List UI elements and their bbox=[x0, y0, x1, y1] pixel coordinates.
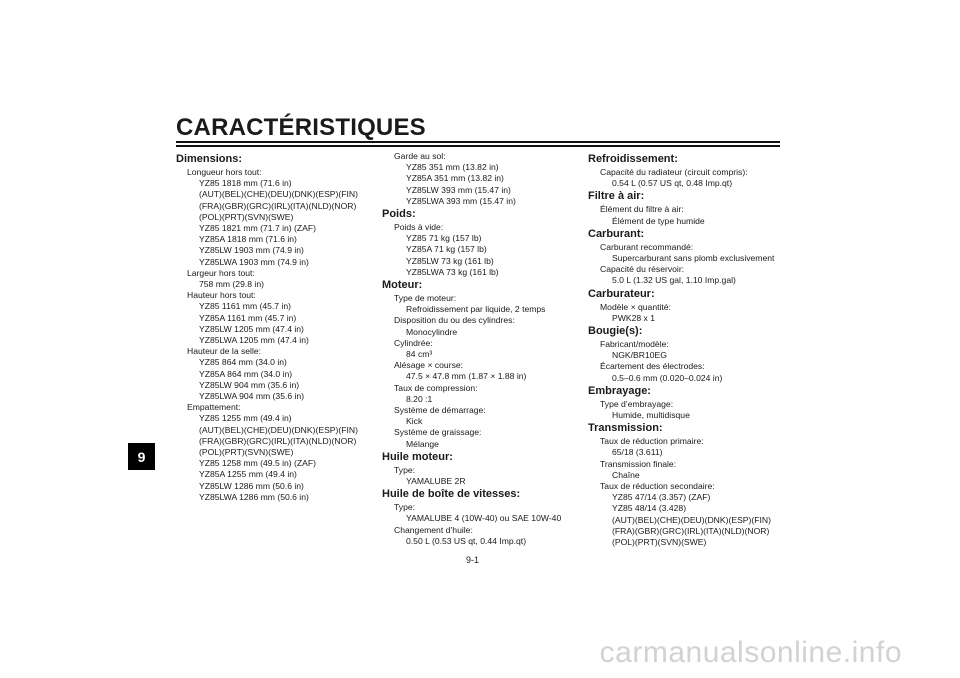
spec-label: Cylindrée: bbox=[394, 337, 433, 348]
spec-column-2 bbox=[382, 152, 578, 547]
section-heading: Poids: bbox=[382, 208, 416, 221]
spec-value: YZ85 71 kg (157 lb) bbox=[406, 233, 482, 244]
spec-item bbox=[588, 242, 788, 264]
section-heading: Carburant: bbox=[588, 227, 645, 240]
spec-value: Monocylindre bbox=[406, 326, 458, 337]
spec-value: Humide, multidisque bbox=[612, 410, 690, 421]
spec-label: Taux de réduction primaire: bbox=[600, 436, 704, 447]
spec-section bbox=[382, 487, 578, 547]
spec-value: (AUT)(BEL)(CHE)(DEU)(DNK)(ESP)(FIN) bbox=[199, 189, 358, 200]
spec-label: Poids à vide: bbox=[394, 222, 444, 233]
spec-item bbox=[382, 338, 578, 360]
spec-item bbox=[176, 167, 372, 268]
spec-value: 84 cm³ bbox=[406, 349, 433, 360]
spec-item bbox=[382, 151, 578, 207]
spec-section bbox=[588, 227, 788, 287]
spec-item bbox=[382, 465, 578, 487]
spec-item bbox=[382, 222, 578, 278]
spec-value: NGK/BR10EG bbox=[612, 350, 667, 361]
spec-value: (AUT)(BEL)(CHE)(DEU)(DNK)(ESP)(FIN) bbox=[612, 514, 771, 525]
spec-item bbox=[588, 302, 788, 324]
spec-item bbox=[382, 525, 578, 547]
section-heading: Embrayage: bbox=[588, 384, 651, 397]
spec-value: YZ85LW 73 kg (161 lb) bbox=[406, 255, 494, 266]
spec-section bbox=[588, 152, 788, 189]
spec-value: YZ85 1818 mm (71.6 in) bbox=[199, 178, 292, 189]
spec-label: Taux de réduction secondaire: bbox=[600, 481, 715, 492]
spec-item bbox=[176, 268, 372, 290]
spec-value: YZ85LW 1205 mm (47.4 in) bbox=[199, 323, 304, 334]
spec-value: YAMALUBE 4 (10W-40) ou SAE 10W-40 bbox=[406, 513, 562, 524]
spec-value: YZ85A 864 mm (34.0 in) bbox=[199, 368, 293, 379]
spec-value: (FRA)(GBR)(GRC)(IRL)(ITA)(NLD)(NOR) bbox=[199, 200, 357, 211]
spec-value: 0.5–0.6 mm (0.020–0.024 in) bbox=[612, 372, 723, 383]
spec-label: Type de moteur: bbox=[394, 293, 457, 304]
spec-column-1 bbox=[176, 152, 372, 503]
spec-value: 47.5 × 47.8 mm (1.87 × 1.88 in) bbox=[406, 371, 527, 382]
spec-value: YZ85LWA 904 mm (35.6 in) bbox=[199, 391, 305, 402]
spec-value: YZ85A 1161 mm (45.7 in) bbox=[199, 312, 297, 323]
spec-item bbox=[588, 481, 788, 548]
spec-label: Élément du filtre à air: bbox=[600, 204, 684, 215]
section-heading: Bougie(s): bbox=[588, 325, 643, 338]
page-number: 9-1 bbox=[466, 555, 480, 565]
spec-value: YZ85LWA 1286 mm (50.6 in) bbox=[199, 491, 309, 502]
spec-value: 0.54 L (0.57 US qt, 0.48 Imp.qt) bbox=[612, 178, 733, 189]
spec-label: Type: bbox=[394, 464, 416, 475]
section-heading: Dimensions: bbox=[176, 153, 243, 165]
spec-value: Kick bbox=[406, 416, 423, 427]
spec-value: 758 mm (29.8 in) bbox=[199, 279, 264, 290]
spec-item bbox=[382, 360, 578, 382]
spec-label: Capacité du radiateur (circuit compris): bbox=[600, 167, 748, 177]
spec-value: YZ85 1258 mm (49.5 in) (ZAF) bbox=[199, 458, 317, 469]
spec-label: Carburant recommandé: bbox=[600, 241, 694, 252]
spec-section bbox=[382, 450, 578, 487]
spec-value: YZ85LWA 73 kg (161 lb) bbox=[406, 266, 499, 277]
spec-label: Taux de compression: bbox=[394, 382, 478, 393]
spec-value: 0.50 L (0.53 US qt, 0.44 Imp.qt) bbox=[406, 535, 527, 546]
spec-label: Hauteur hors tout: bbox=[187, 290, 256, 301]
spec-section bbox=[588, 421, 788, 548]
spec-value: YZ85A 1255 mm (49.4 in) bbox=[199, 469, 297, 480]
spec-value: Supercarburant sans plomb exclusivement bbox=[612, 253, 775, 264]
spec-item bbox=[382, 502, 578, 524]
chapter-tab: 9 bbox=[128, 443, 155, 470]
spec-value: YZ85LW 1286 mm (50.6 in) bbox=[199, 480, 304, 491]
spec-value: (POL)(PRT)(SVN)(SWE) bbox=[199, 211, 294, 222]
spec-section bbox=[382, 151, 578, 207]
spec-item bbox=[382, 405, 578, 427]
spec-label: Disposition du ou des cylindres: bbox=[394, 315, 515, 326]
spec-value: YAMALUBE 2R bbox=[406, 476, 466, 487]
spec-section bbox=[176, 152, 372, 503]
spec-item bbox=[588, 264, 788, 286]
spec-item bbox=[588, 204, 788, 226]
spec-value: YZ85A 351 mm (13.82 in) bbox=[406, 173, 504, 184]
spec-label: Hauteur de la selle: bbox=[187, 346, 262, 357]
spec-value: YZ85 1255 mm (49.4 in) bbox=[199, 413, 292, 424]
spec-label: Changement d’huile: bbox=[394, 524, 473, 535]
spec-label: Capacité du réservoir: bbox=[600, 264, 685, 275]
spec-value: YZ85 1821 mm (71.7 in) (ZAF) bbox=[199, 223, 317, 234]
spec-label: Système de graissage: bbox=[394, 427, 482, 438]
spec-label: Largeur hors tout: bbox=[187, 267, 255, 278]
spec-value: YZ85LWA 1205 mm (47.4 in) bbox=[199, 335, 309, 346]
spec-item bbox=[382, 383, 578, 405]
spec-label: Modèle × quantité: bbox=[600, 301, 671, 312]
spec-section bbox=[588, 384, 788, 421]
spec-value: Refroidissement par liquide, 2 temps bbox=[406, 304, 546, 315]
spec-section bbox=[588, 189, 788, 226]
spec-value: YZ85LWA 393 mm (15.47 in) bbox=[406, 195, 516, 206]
spec-value: YZ85 351 mm (13.82 in) bbox=[406, 162, 499, 173]
spec-value: Chaîne bbox=[612, 469, 640, 480]
spec-value: 65/18 (3.611) bbox=[612, 447, 663, 458]
spec-section bbox=[588, 324, 788, 384]
spec-value: YZ85 47/14 (3.357) (ZAF) bbox=[612, 492, 711, 503]
section-heading: Huile moteur: bbox=[382, 450, 453, 463]
spec-label: Système de démarrage: bbox=[394, 405, 486, 416]
spec-value: YZ85 1161 mm (45.7 in) bbox=[199, 301, 292, 312]
watermark: carmanualsonline.info bbox=[599, 636, 902, 669]
spec-value: YZ85LWA 1903 mm (74.9 in) bbox=[199, 256, 309, 267]
spec-column-3 bbox=[588, 152, 788, 548]
spec-value: 5.0 L (1.32 US gal, 1.10 Imp.gal) bbox=[612, 275, 736, 286]
section-heading: Moteur: bbox=[382, 279, 423, 292]
spec-item bbox=[176, 290, 372, 346]
section-heading: Transmission: bbox=[588, 422, 663, 435]
spec-item bbox=[382, 315, 578, 337]
spec-value: (AUT)(BEL)(CHE)(DEU)(DNK)(ESP)(FIN) bbox=[199, 424, 358, 435]
spec-section bbox=[382, 207, 578, 278]
spec-value: (FRA)(GBR)(GRC)(IRL)(ITA)(NLD)(NOR) bbox=[199, 435, 357, 446]
spec-value: (FRA)(GBR)(GRC)(IRL)(ITA)(NLD)(NOR) bbox=[612, 525, 770, 536]
spec-value: YZ85 864 mm (34.0 in) bbox=[199, 357, 287, 368]
spec-label: Garde au sol: bbox=[394, 151, 446, 161]
spec-item bbox=[588, 361, 788, 383]
spec-item bbox=[588, 339, 788, 361]
spec-value: 8.20 :1 bbox=[406, 393, 433, 404]
page-title: CARACTÉRISTIQUES bbox=[176, 114, 426, 141]
spec-item bbox=[176, 402, 372, 503]
spec-value: (POL)(PRT)(SVN)(SWE) bbox=[199, 447, 294, 458]
section-heading: Filtre à air: bbox=[588, 190, 645, 203]
spec-label: Fabricant/modèle: bbox=[600, 339, 669, 350]
spec-value: YZ85A 1818 mm (71.6 in) bbox=[199, 234, 297, 245]
spec-value: Élément de type humide bbox=[612, 215, 705, 226]
spec-value: YZ85LW 904 mm (35.6 in) bbox=[199, 379, 300, 390]
spec-item bbox=[588, 459, 788, 481]
section-heading: Carburateur: bbox=[588, 287, 655, 300]
section-heading: Huile de boîte de vitesses: bbox=[382, 488, 521, 501]
title-rule-top bbox=[176, 141, 780, 143]
spec-value: (POL)(PRT)(SVN)(SWE) bbox=[612, 537, 707, 548]
spec-label: Longueur hors tout: bbox=[187, 167, 262, 177]
spec-value: YZ85LW 1903 mm (74.9 in) bbox=[199, 245, 304, 256]
section-heading: Refroidissement: bbox=[588, 153, 678, 165]
title-rule-bottom bbox=[176, 145, 780, 147]
spec-label: Type d’embrayage: bbox=[600, 398, 674, 409]
spec-value: YZ85LW 393 mm (15.47 in) bbox=[406, 184, 511, 195]
spec-value: YZ85 48/14 (3.428) bbox=[612, 503, 687, 514]
spec-item bbox=[382, 293, 578, 315]
spec-item bbox=[588, 436, 788, 458]
spec-label: Écartement des électrodes: bbox=[600, 361, 705, 372]
spec-item bbox=[382, 427, 578, 449]
spec-section bbox=[588, 287, 788, 324]
spec-value: YZ85A 71 kg (157 lb) bbox=[406, 244, 487, 255]
spec-label: Empattement: bbox=[187, 402, 241, 413]
spec-label: Alésage × course: bbox=[394, 360, 464, 371]
spec-section bbox=[382, 278, 578, 450]
spec-item bbox=[588, 167, 788, 189]
spec-item bbox=[176, 346, 372, 402]
spec-item bbox=[588, 399, 788, 421]
spec-value: Mélange bbox=[406, 438, 439, 449]
spec-label: Transmission finale: bbox=[600, 458, 677, 469]
spec-label: Type: bbox=[394, 502, 416, 513]
spec-value: PWK28 x 1 bbox=[612, 312, 655, 323]
